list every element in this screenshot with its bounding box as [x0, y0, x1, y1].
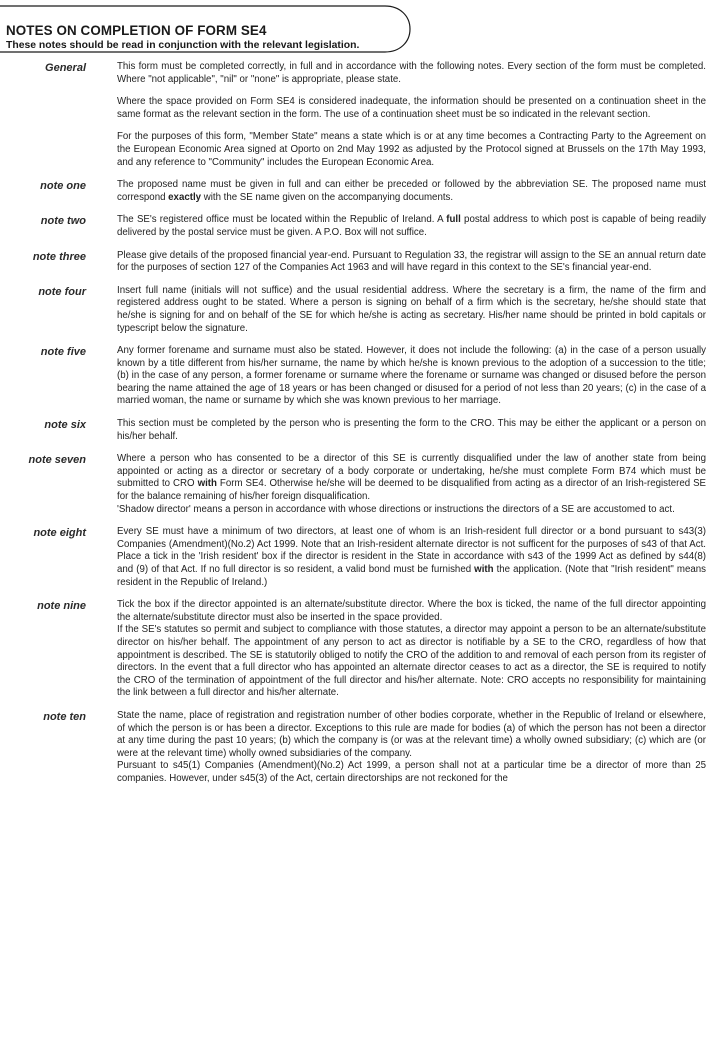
paragraph: Where the space provided on Form SE4 is considered inadequate, the information should be presented on a continuation sheet in the same format as the relevant section in the form. The use of a continuation sheet must be so indicated in the relevant section.: [117, 96, 706, 120]
form-header: [0, 4, 412, 54]
section-label: note nine: [37, 600, 86, 613]
section-label: note ten: [43, 710, 86, 723]
section-general: [0, 61, 710, 169]
emphasis: with: [197, 478, 217, 490]
section-label: note three: [32, 250, 86, 263]
emphasis: with: [474, 564, 494, 575]
paragraph: This section must be completed by the person who is presenting the form to the CRO. This may be either the applicant or a person on his/her behalf.: [117, 418, 706, 442]
section-label: note seven: [28, 454, 86, 467]
paragraph: For the purposes of this form, "Member State" means a state which is or at any time becomes a Contracting Party to the Agreement on the European Economic Area signed at Oporto on 2nd May 1992 as adjusted by the Protocol signed at Brussels on the 17th May 1993, and any reference to "Community" includes the European Economic Area.: [117, 131, 706, 168]
paragraph: Where a person who has consented to be a director of this SE is currently disqualified under the law of another state from being appointed or acting as a director or secretary of a body corporate or undertaking, he/she must complete Form B74 which must be submitted to CRO with Form SE4. Otherwise he/she will be deemed to be disqualified from acting as a director of an Irish-registered SE for the balance remaining of his/her foreign disqualification.: [117, 453, 706, 503]
form-subtitle: These notes should be read in conjunction with the relevant legislation.: [6, 40, 360, 51]
paragraph: This form must be completed correctly, in full and in accordance with the following notes. Every section of the form must be completed. Where "not applicable", "nil" or "none" is appropriate, please state.: [117, 61, 706, 85]
section-label: note eight: [33, 527, 86, 540]
emphasis: exactly: [168, 191, 202, 203]
section-label: note two: [40, 215, 86, 228]
section-note-eight: [0, 526, 710, 589]
section-note-nine: [0, 599, 710, 700]
paragraph: Insert full name (initials will not suffice) and the usual residential address. Where the secretary is a firm, the name of the firm and registered address ought to be stated. Where a person is signing on behalf of a firm which is the secretary, he/she should state that he/she is signing for and on behalf of the SE for which he/she is acting as secretary. His/her name should be printed in bold capitals or typescript below the signature.: [117, 284, 706, 334]
section-note-two: [0, 214, 710, 239]
paragraph: Every SE must have a minimum of two directors, at least one of whom is an Irish-resident full director or a bond pursuant to s43(3) Companies (Amendment)(No.2) Act 1999. Note that an Irish-resident alternate director is not sufficent for the purposes of s43 of that Act. Place a tick in the 'Irish resident' box if the director is resident in the State in accordance with s43 of the 1999 Act as defined by s44(8) and (9) of that Act. If no full director is so resident, a valid bond must be furnished with the application. (Note that "Irish resident" means resident in the Republic of Ireland.): [117, 526, 706, 588]
notes-list: [0, 61, 710, 796]
paragraph: Tick the box if the director appointed is an alternate/substitute director. Where the box is ticked, the name of the full director appointing the alternate/substitute director must also be inserted in the space provided.: [117, 599, 706, 623]
section-label: note six: [44, 419, 86, 432]
emphasis: full: [446, 214, 461, 226]
section-note-three: [0, 250, 710, 275]
section-label: note one: [40, 180, 86, 193]
paragraph: Pursuant to s45(1) Companies (Amendment)(No.2) Act 1999, a person shall not at a particular time be a director of more than 25 companies. However, under s45(3) of the Act, certain directorships are not reckoned for the: [117, 760, 706, 784]
section-note-four: [0, 285, 710, 335]
paragraph: If the SE's statutes so permit and subject to compliance with those statutes, a director may appoint a person to be an alternate/substitute director on his/her behalf. The appointment of any person to act as director is notifiable by a SE to the CRO, regardless of how that appointment is described. The SE is statutorily obliged to notify the CRO of the addition to and removal of each person from its register of directors. In the event that a full director who has appointed an alternate director ceases to act as a director, the SE is required to notify the CRO of the termination of appointment of the full director and his/her alternate. Note: CRO accepts no responsibility for maintaining the link between a full director and his/her alternate.: [117, 624, 706, 699]
paragraph: The proposed name must be given in full and can either be preceded or followed by the abbreviation SE. The proposed name must correspond exactly with the SE name given on the accompanying documents.: [117, 179, 706, 203]
section-label: note four: [38, 285, 86, 298]
section-note-six: [0, 418, 710, 443]
form-title: NOTES ON COMPLETION OF FORM SE4: [6, 23, 267, 38]
section-label: General: [45, 62, 86, 74]
paragraph: 'Shadow director' means a person in accordance with whose directions or instructions the directors of a SE are accustomed to act.: [117, 503, 675, 515]
paragraph: Any former forename and surname must also be stated. However, it does not include the following: (a) in the case of a person usually known by a title different from his/her surname, the name by which he/she is known previous to the adoption of a succession to the title; (b) in the case of any person, a former forename or surname where the forename or surname was changed or disused before the person bearing the name attained the age of 18 years or has been changed or disused for a period of not less than 20 years; (c) in the case of a married woman, the name or surname by which she was known previous to her marriage.: [117, 345, 706, 407]
paragraph: Please give details of the proposed financial year-end. Pursuant to Regulation 33, the registrar will assign to the SE an annual return date for the purposes of section 127 of the Companies Act 1963 and will have regard in this context to the SE's financial year-end.: [117, 249, 706, 274]
section-note-ten: [0, 710, 710, 786]
section-note-seven: [0, 453, 710, 516]
section-note-five: [0, 345, 710, 408]
paragraph: State the name, place of registration and registration number of other bodies corporate, whether in the Republic of Ireland or elsewhere, of which the person is or has been a director. Exceptions to this rule are made for bodies (a) of which the person has not been a director at any time during the past 10 years; (b) which the company is (or was at the relevant time) a wholly owned subsidiary; (c) which are (or were at the relevant time) wholly owned subsidiaries of the company.: [117, 709, 706, 759]
paragraph: The SE's registered office must be located within the Republic of Ireland. A full postal address to which post is capable of being readily delivered by the postal service must be given. A P.O. Box will not suffice.: [117, 214, 706, 238]
section-note-one: [0, 179, 710, 204]
section-label: note five: [40, 346, 86, 359]
